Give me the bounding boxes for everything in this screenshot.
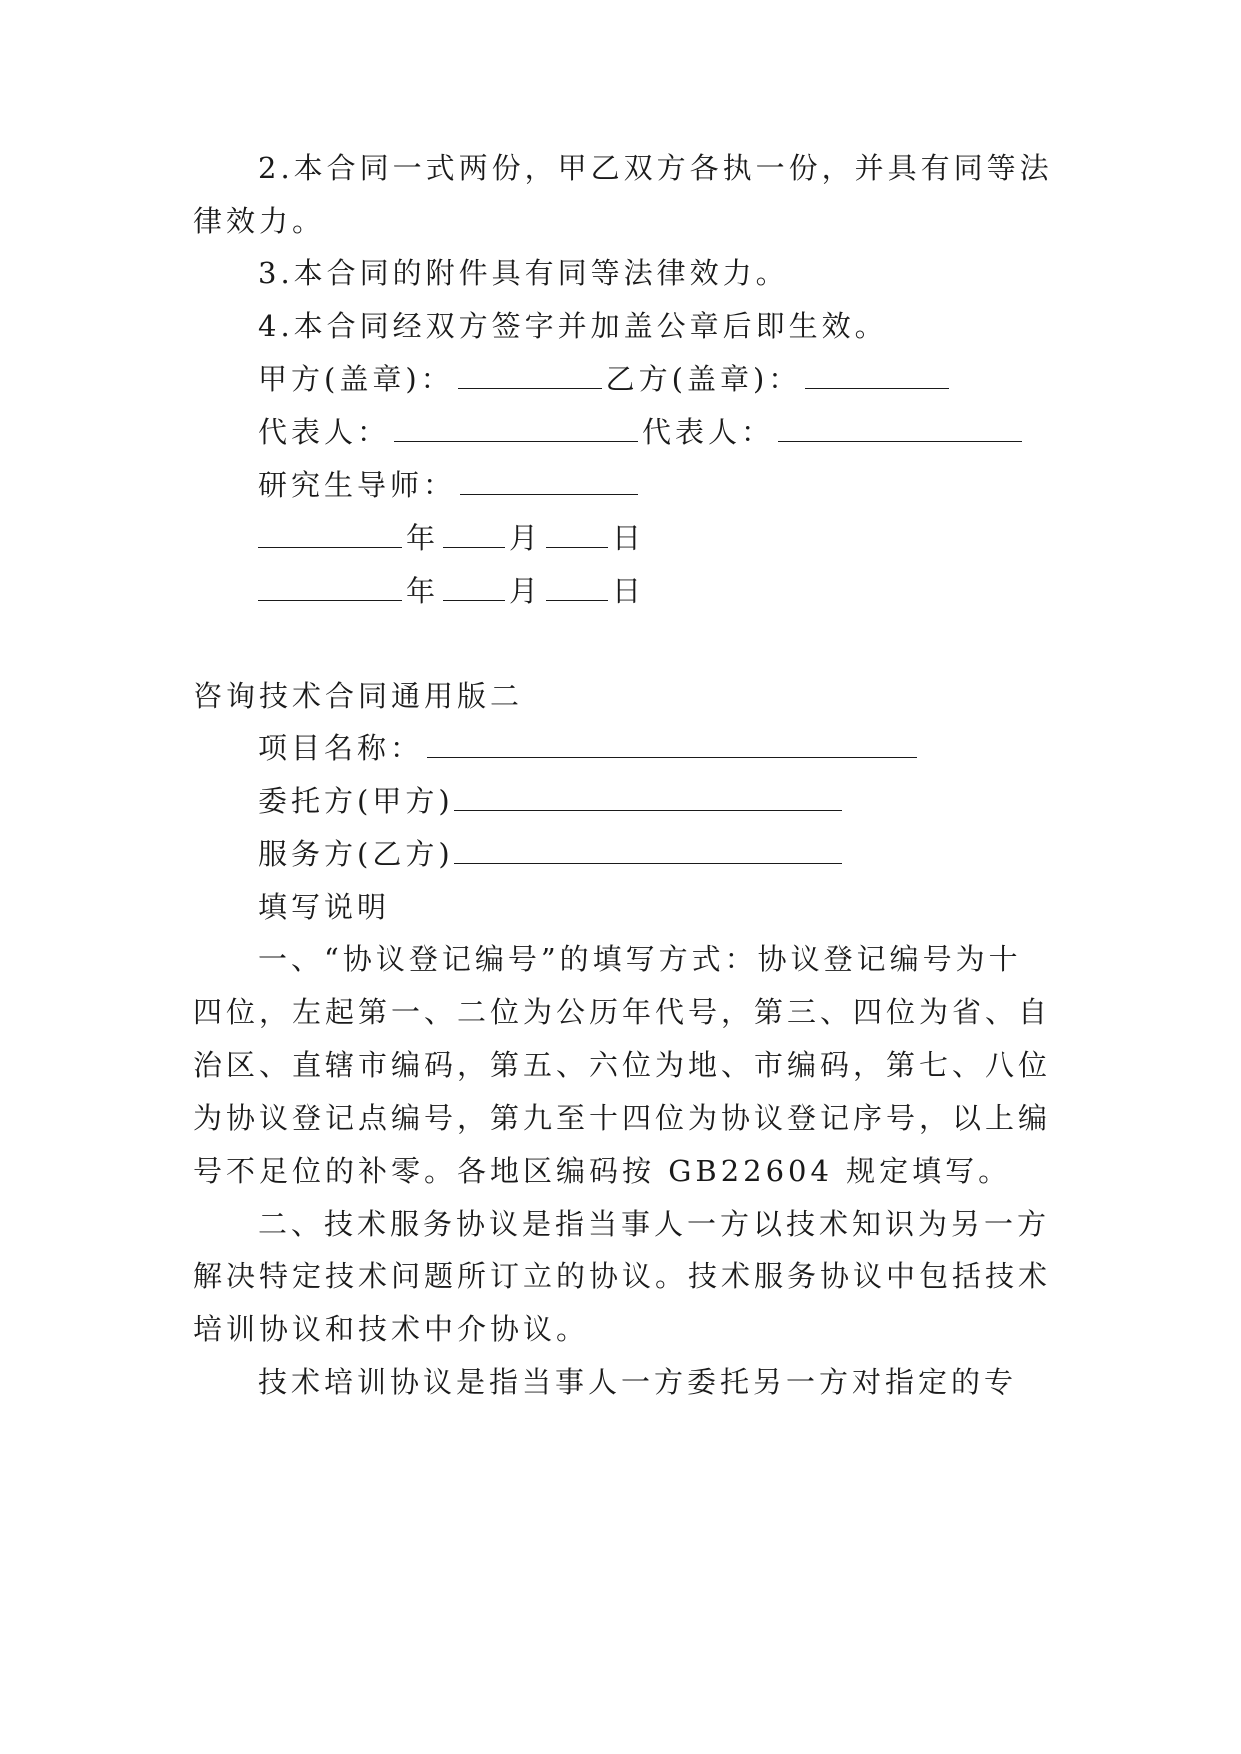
project-name-row xyxy=(258,728,921,768)
day-blank xyxy=(546,574,608,601)
project-name-label: 项目名称： xyxy=(258,731,424,765)
party-a-seal-blank xyxy=(458,362,602,389)
party-a-seal-label: 甲方(盖章)： xyxy=(258,362,454,396)
representative-row xyxy=(258,412,1026,452)
party-seal-row xyxy=(258,359,953,399)
instructions-title: 填写说明 xyxy=(258,890,391,924)
rep-b-blank xyxy=(778,415,1022,442)
day-label: 日 xyxy=(612,574,646,608)
year-label: 年 xyxy=(406,521,440,555)
month-label: 月 xyxy=(509,574,543,608)
rep-a-label: 代表人： xyxy=(258,415,391,449)
advisor-label: 研究生导师： xyxy=(258,468,457,502)
instruction-1-line-2: 四位，左起第一、二位为公历年代号，第三、四位为省、自 xyxy=(193,995,1052,1029)
year-blank xyxy=(258,521,402,548)
advisor-blank xyxy=(460,468,638,495)
instruction-1-line-1: 一、“协议登记编号”的填写方式：协议登记编号为十 xyxy=(258,942,1022,976)
project-name-blank xyxy=(427,731,917,758)
month-label: 月 xyxy=(509,521,543,555)
client-blank xyxy=(454,784,842,811)
rep-a-blank xyxy=(394,415,638,442)
day-label: 日 xyxy=(612,521,646,555)
instruction-2-line-2: 解决特定技术问题所订立的协议。技术服务协议中包括技术 xyxy=(193,1259,1052,1293)
party-b-seal-label: 乙方(盖章)： xyxy=(605,362,802,396)
instruction-1-line-4: 为协议登记点编号，第九至十四位为协议登记序号，以上编 xyxy=(193,1101,1052,1135)
rep-b-label: 代表人： xyxy=(642,415,775,449)
clause-3: 3.本合同的附件具有同等法律效力。 xyxy=(258,256,789,290)
provider-blank xyxy=(454,837,842,864)
client-row xyxy=(258,781,846,821)
instruction-1-line-5: 号不足位的补零。各地区编码按 GB22604 规定填写。 xyxy=(193,1154,1012,1188)
year-blank xyxy=(258,574,402,601)
clause-2-line-2: 律效力。 xyxy=(193,204,326,238)
clause-4: 4.本合同经双方签字并加盖公章后即生效。 xyxy=(258,309,888,343)
party-b-seal-blank xyxy=(805,362,949,389)
instruction-2-line-3: 培训协议和技术中介协议。 xyxy=(193,1312,590,1346)
advisor-row xyxy=(258,465,642,505)
provider-row xyxy=(258,834,846,874)
instruction-3-line-1: 技术培训协议是指当事人一方委托另一方对指定的专 xyxy=(258,1365,1018,1399)
provider-label: 服务方(乙方) xyxy=(258,837,454,871)
section-title: 咨询技术合同通用版二 xyxy=(193,679,524,713)
day-blank xyxy=(546,521,608,548)
date-row-2 xyxy=(258,571,645,611)
instruction-2-line-1: 二、技术服务协议是指当事人一方以技术知识为另一方 xyxy=(258,1207,1051,1241)
date-row-1 xyxy=(258,518,645,558)
year-label: 年 xyxy=(406,574,440,608)
month-blank xyxy=(443,574,505,601)
instruction-1-line-3: 治区、直辖市编码，第五、六位为地、市编码，第七、八位 xyxy=(193,1048,1052,1082)
month-blank xyxy=(443,521,505,548)
clause-2-line-1: 2.本合同一式两份，甲乙双方各执一份，并具有同等法 xyxy=(258,151,1053,185)
client-label: 委托方(甲方) xyxy=(258,784,454,818)
